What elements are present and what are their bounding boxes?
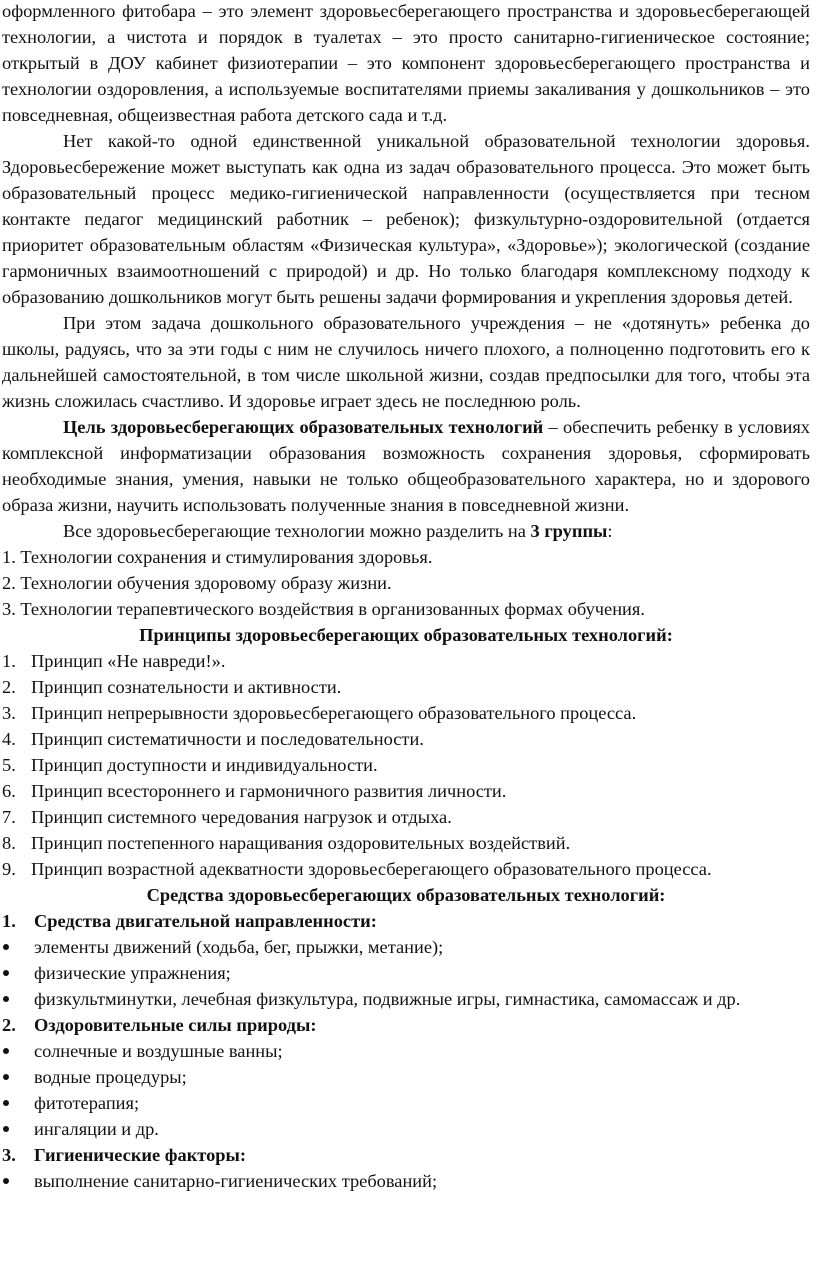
groups-intro-text: Все здоровьесберегающие технологии можно разделить на [63, 521, 531, 541]
bullet-item [2, 1168, 810, 1194]
bullet-item [2, 1064, 810, 1090]
means-number: 2. [2, 1015, 16, 1035]
paragraph-groups-intro [2, 518, 810, 544]
principle-number: 3. [2, 703, 16, 723]
bullet-icon [3, 996, 9, 1002]
principle-number: 4. [2, 729, 16, 749]
groups-list [2, 544, 810, 622]
principle-item [2, 700, 810, 726]
bullet-icon [3, 970, 9, 976]
principle-text: Принцип постепенного наращивания оздоровительных воздействий. [31, 833, 571, 853]
principle-text: Принцип непрерывности здоровьесберегающего образовательного процесса. [31, 703, 637, 723]
principle-text: Принцип системного чередования нагрузок и отдыха. [31, 807, 452, 827]
bullet-icon [3, 1126, 9, 1132]
bullet-text: ингаляции и др. [34, 1119, 159, 1139]
means-number: 1. [2, 911, 16, 931]
principle-item [2, 804, 810, 830]
principles-list [2, 648, 810, 882]
principle-item [2, 726, 810, 752]
principle-text: Принцип всестороннего и гармоничного развития личности. [31, 781, 507, 801]
principle-number: 1. [2, 651, 16, 671]
bullet-icon [3, 1074, 9, 1080]
principle-text: Принцип «Не навреди!». [31, 651, 226, 671]
paragraph-no-single-technology: Нет какой-то одной единственной уникальной образовательной технологии здоровья. Здоровьесбережение может выступать как одна из задач образовательного процесса. Это может быть образовательный процесс медико-гигиенической направленности (осуществляется при тесном контакте педагог медицинский работник – ребенок); физкультурно-оздоровительной (отдается приоритет образовательным областям «Физическая культура», «Здоровье»); экологической (создание гармоничных взаимоотношений с природой) и др. Но только благодаря комплексному подходу к образованию дошкольников могут быть решены задачи формирования и укрепления здоровья детей. [2, 131, 810, 307]
bullet-icon [3, 1048, 9, 1054]
group-item: 1. Технологии сохранения и стимулирования здоровья. [2, 547, 433, 567]
bullet-item [2, 986, 810, 1012]
bullet-item [2, 960, 810, 986]
bullet-text: физические упражнения; [34, 963, 231, 983]
group-item: 2. Технологии обучения здоровому образу жизни. [2, 573, 392, 593]
paragraph-continuation: оформленного фитобара – это элемент здоровьесберегающего пространства и здоровьесберегающей технологии, а чистота и порядок в туалетах – это просто санитарно-гигиеническое состояние; открытый в ДОУ кабинет физиотерапии – это компонент здоровьесберегающего пространства и технологии оздоровления, а используемые воспитателями приемы закаливания у дошкольников – это повседневная, общеизвестная работа детского сада и т.д. [2, 1, 810, 125]
means-number: 3. [2, 1145, 16, 1165]
principle-number: 7. [2, 807, 16, 827]
bullet-item [2, 1090, 810, 1116]
bullet-item [2, 1038, 810, 1064]
principles-heading: Принципы здоровьесберегающих образовательных технологий: [139, 625, 673, 645]
principle-text: Принцип доступности и индивидуальности. [31, 755, 378, 775]
paragraph-preschool-task: При этом задача дошкольного образовательного учреждения – не «дотянуть» ребенка до школы, радуясь, что за эти годы с ним не случилось ничего плохого, а полноценно подготовить его к дальнейшей самостоятельной, в том числе школьной жизни, создав предпосылки для того, чтобы эта жизнь сложилась счастливо. И здоровье играет здесь не последнюю роль. [2, 313, 810, 411]
principle-number: 8. [2, 833, 16, 853]
goal-term: Цель здоровьесберегающих образовательных технологий [63, 417, 544, 437]
bullet-text: фитотерапия; [34, 1093, 140, 1113]
bullet-text: выполнение санитарно-гигиенических требований; [34, 1171, 438, 1191]
groups-intro-colon: : [607, 521, 613, 541]
goal-definition: – обеспечить ребенку в условиях комплексной информатизации образования возможность сохранения здоровья, сформировать необходимые знания, умения, навыки не только общеобразовательного характера, но и здорового образа жизни, научить использовать полученные знания в повседневной жизни. [2, 417, 811, 515]
principle-item [2, 856, 810, 882]
principle-item [2, 778, 810, 804]
means-bullet-list [2, 1038, 810, 1142]
means-section-hygiene [2, 1142, 810, 1194]
means-bullet-list [2, 1168, 810, 1194]
bullet-text: водные процедуры; [34, 1067, 187, 1087]
group-item: 3. Технологии терапевтического воздействия в организованных формах обучения. [2, 599, 645, 619]
principle-number: 6. [2, 781, 16, 801]
principle-item [2, 830, 810, 856]
principle-text: Принцип возрастной адекватности здоровьесберегающего образовательного процесса. [31, 859, 712, 879]
bullet-text: солнечные и воздушные ванны; [34, 1041, 283, 1061]
means-title: Гигиенические факторы: [34, 1145, 246, 1165]
principle-text: Принцип сознательности и активности. [31, 677, 342, 697]
means-title: Средства двигательной направленности: [34, 911, 377, 931]
principle-item [2, 648, 810, 674]
principle-number: 9. [2, 859, 16, 879]
bullet-item [2, 934, 810, 960]
means-title: Оздоровительные силы природы: [34, 1015, 317, 1035]
principle-number: 5. [2, 755, 16, 775]
bullet-text: элементы движений (ходьба, бег, прыжки, метание); [34, 937, 444, 957]
bullet-text: физкультминутки, лечебная физкультура, подвижные игры, гимнастика, самомассаж и др. [34, 989, 741, 1009]
means-section-motor [2, 908, 810, 1012]
principle-item [2, 752, 810, 778]
paragraph-goal [2, 414, 810, 518]
means-section-nature [2, 1012, 810, 1142]
bullet-icon [3, 1178, 9, 1184]
bullet-icon [3, 1100, 9, 1106]
means-bullet-list [2, 934, 810, 1012]
means-subheading [2, 1012, 810, 1038]
bullet-item [2, 1116, 810, 1142]
principle-text: Принцип систематичности и последовательности. [31, 729, 424, 749]
means-subheading [2, 1142, 810, 1168]
principle-number: 2. [2, 677, 16, 697]
bullet-icon [3, 944, 9, 950]
means-subheading [2, 908, 810, 934]
groups-count: 3 группы [530, 521, 608, 541]
principle-item [2, 674, 810, 700]
means-heading: Средства здоровьесберегающих образовательных технологий: [146, 885, 666, 905]
